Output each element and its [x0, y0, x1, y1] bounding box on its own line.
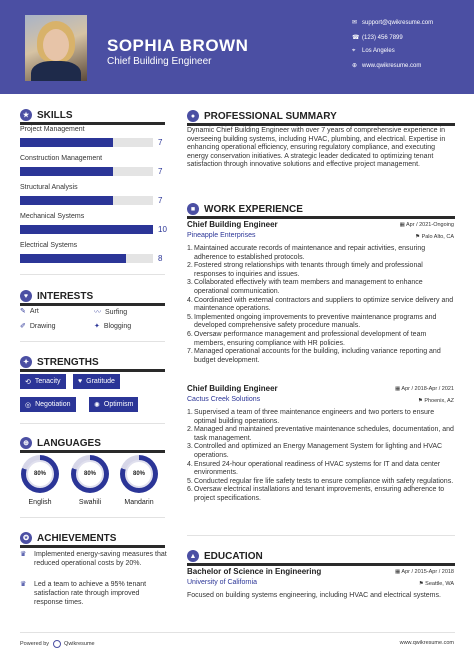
language-item: 80% Swahili: [69, 455, 111, 506]
summary-rule: [187, 123, 455, 126]
divider: [20, 341, 165, 342]
skill-value: 8: [158, 254, 163, 263]
interest-item: ✎ Art: [20, 308, 39, 315]
job-bullet: 4. Ensured 24-hour operational readiness of HVAC systems for IT and data center environments.: [187, 460, 441, 477]
sun-icon: ✺: [94, 401, 100, 409]
languages-heading: ⊕ LANGUAGES: [20, 437, 101, 449]
trophy-icon: ♛: [20, 581, 27, 588]
interest-item: ✦ Blogging: [94, 323, 132, 330]
summary-icon: ●: [187, 110, 199, 122]
footer-divider: [20, 632, 455, 633]
email-icon: ✉: [352, 20, 358, 26]
skill-bar: [20, 196, 153, 205]
language-item: 80% English: [19, 455, 61, 506]
job-bullet: 6. Oversaw electrical installations and tenant improvements, ensuring adherence to project specifications.: [187, 486, 445, 502]
job-company: Cactus Creek Solutions: [187, 396, 261, 403]
brush-icon: ✐: [20, 323, 26, 330]
briefcase-icon: ■: [187, 203, 199, 215]
footer-brand[interactable]: Powered by Qwikresume: [20, 641, 95, 647]
strength-chip: ♥ Gratitude: [73, 374, 120, 389]
job-bullets: [187, 245, 455, 365]
surf-icon: 〰: [94, 309, 101, 316]
achievements-rule: [20, 545, 165, 548]
job-bullet: 5. Implemented ongoing improvements to preventive maintenance programs and developed comprehensive safety procedure manuals.: [187, 313, 437, 330]
skills-heading: ★ SKILLS: [20, 109, 73, 121]
experience-heading: ■ WORK EXPERIENCE: [187, 203, 303, 215]
resume-header: [0, 0, 474, 94]
skill-label: Project Management: [20, 126, 85, 133]
divider: [20, 274, 165, 275]
qwikresume-logo-icon: [53, 640, 61, 648]
job-location: ⚑ Phoenix, AZ: [417, 398, 454, 404]
profile-photo: [25, 15, 87, 81]
job-bullet: 3. Collaborated effectively with team members and management to enhance operational communication.: [187, 279, 423, 295]
candidate-title: Chief Building Engineer: [107, 56, 212, 67]
languages-rule: [20, 450, 165, 453]
job-dates: ▦ Apr / 2021-Ongoing: [399, 222, 454, 228]
interests-heading: ♥ INTERESTS: [20, 290, 93, 302]
language-item: 80% Mandarin: [118, 455, 160, 506]
education-location: ⚑ Seattle, WA: [418, 581, 454, 587]
strengths-icon: ✦: [20, 356, 32, 368]
handshake-icon: ◎: [25, 401, 32, 409]
skills-icon: ★: [20, 109, 32, 121]
interest-item: ✐ Drawing: [20, 323, 56, 330]
skill-bar: [20, 254, 153, 263]
trophy-icon: ♛: [20, 551, 27, 558]
skill-bar: [20, 225, 153, 234]
blog-icon: ✦: [94, 323, 100, 330]
skill-bar: [20, 138, 153, 147]
language-ring: 80%: [71, 455, 109, 493]
strengths-rule: [20, 369, 165, 372]
language-ring: 80%: [21, 455, 59, 493]
education-rule: [187, 563, 455, 566]
job-company: Pineapple Enterprises: [187, 232, 256, 239]
job-bullet: 2. Fostered strong relationships with tenants through timely and professional responses to inquiries and issues.: [187, 262, 423, 278]
job-bullets: [187, 409, 455, 504]
skill-label: Construction Management: [20, 155, 103, 162]
interests-icon: ♥: [20, 290, 32, 302]
summary-text: Dynamic Chief Building Engineer with over 7 years of comprehensive experience in overseeing building systems, including HVAC, plumbing, and electrical. Expertise in enhancing operational efficiency, ensuring regulatory compliance, and executing energy conservation initiatives. A strategic leader dedicated to optimizing tenant satisfaction through innovative solutions and effective project management.: [187, 127, 446, 169]
education-heading: ▲ EDUCATION: [187, 550, 263, 562]
languages-icon: ⊕: [20, 437, 32, 449]
interests-rule: [20, 303, 165, 306]
strength-chip: ◎ Negotiation: [20, 397, 76, 412]
skill-value: 7: [158, 167, 163, 176]
divider: [187, 535, 455, 536]
contact-phone: ☎ (123) 456 7899: [352, 35, 403, 41]
skill-label: Electrical Systems: [20, 242, 78, 249]
candidate-name: SOPHIA BROWN: [107, 36, 249, 55]
skill-label: Mechanical Systems: [20, 213, 85, 220]
tenacity-icon: ⟲: [25, 378, 31, 386]
job-bullet: 1. Supervised a team of three maintenance engineers and two porters to ensure optimal building operations.: [187, 409, 435, 425]
pen-icon: ✎: [20, 308, 26, 315]
job-bullet: 5. Conducted regular fire life safety tests to ensure compliance with safety regulations.: [187, 477, 454, 485]
heart-icon: ♥: [78, 378, 83, 385]
summary-heading: ● PROFESSIONAL SUMMARY: [187, 110, 337, 122]
job-bullet: 7. Managed operational accounts for the building, including variance reporting and budget development.: [187, 348, 441, 364]
job-title: Chief Building Engineer: [187, 220, 278, 229]
job-title: Chief Building Engineer: [187, 384, 278, 393]
strength-chip: ✺ Optimism: [89, 397, 138, 412]
skill-value: 10: [158, 225, 167, 234]
strength-chip: ⟲ Tenacity: [20, 374, 66, 389]
job-location: ⚑ Palo Alto, CA: [415, 234, 454, 240]
interest-item: 〰 Surfing: [94, 309, 128, 316]
achievement-item: ♛ Implemented energy-saving measures that reduced operational costs by 20%.: [20, 551, 167, 567]
skill-label: Structural Analysis: [20, 184, 78, 191]
location-icon: ⌖: [352, 48, 356, 54]
skill-value: 7: [158, 138, 163, 147]
skill-value: 7: [158, 196, 163, 205]
job-bullet: 3. Controlled and optimized an Energy Management System for lighting and HVAC operations.: [187, 443, 443, 459]
job-dates: ▦ Apr / 2018-Apr / 2021: [394, 386, 454, 392]
skills-rule: [20, 122, 165, 125]
degree-title: Bachelor of Science in Engineering: [187, 567, 322, 576]
graduation-cap-icon: ▲: [187, 550, 199, 562]
contact-website[interactable]: ⊕ www.qwikresume.com: [352, 63, 422, 69]
strengths-heading: ✦ STRENGTHS: [20, 356, 99, 368]
achievements-heading: ✪ ACHIEVEMENTS: [20, 532, 116, 544]
achievements-icon: ✪: [20, 532, 32, 544]
job-bullet: 1. Maintained accurate records of maintenance and repair activities, ensuring adherence to established protocols.: [187, 245, 426, 261]
experience-rule: [187, 216, 455, 219]
job-bullet: 2. Managed and maintained preventative maintenance schedules, documentation, and task management.: [187, 426, 454, 442]
website-icon: ⊕: [352, 63, 358, 69]
phone-icon: ☎: [352, 35, 360, 41]
job-bullet: 6. Oversaw performance management and professional development of team members, ensuring compliance with HR policies.: [187, 330, 427, 347]
contact-email[interactable]: ✉ support@qwikresume.com: [352, 20, 434, 26]
job-bullet: 4. Coordinated with external contractors and suppliers to optimize service delivery and maintenance operations.: [187, 296, 454, 313]
education-dates: ▦ Apr / 2015-Apr / 2018: [394, 569, 454, 575]
school-name: University of California: [187, 579, 258, 586]
language-ring: 80%: [120, 455, 158, 493]
contact-location: ⌖ Los Angeles: [352, 48, 395, 54]
footer-website[interactable]: www.qwikresume.com: [399, 640, 454, 646]
skill-bar: [20, 167, 153, 176]
achievement-item: ♛ Led a team to achieve a 95% tenant satisfaction rate through improved response times.: [20, 581, 147, 606]
education-text: Focused on building systems engineering, including HVAC and electrical systems.: [187, 592, 441, 599]
divider: [20, 517, 165, 518]
divider: [20, 423, 165, 424]
